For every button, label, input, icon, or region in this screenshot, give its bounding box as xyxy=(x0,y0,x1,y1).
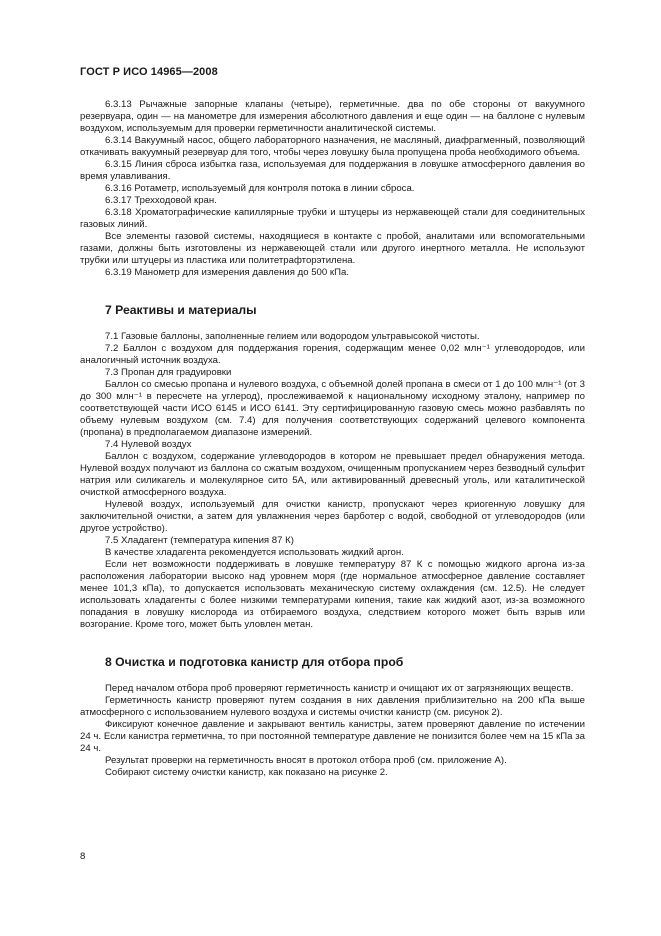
paragraph-6-3-14: 6.3.14 Вакуумный насос, общего лабораторного назначения, не масляный, диафрагменный, позволяющий откачивать вакуумный резервуар для того, чтобы через ловушку была пропущена проба необходимого объема. xyxy=(80,135,585,158)
section-heading-8: 8 Очистка и подготовка канистр для отбора проб xyxy=(105,655,404,669)
paragraph-assemble-system: Собирают систему очистки канистр, как показано на рисунке 2. xyxy=(105,767,388,778)
document-body xyxy=(80,99,585,779)
paragraph-6-3-13: 6.3.13 Рычажные запорные клапаны (четыре), герметичные. два по обе стороны от вакуумного резервуара, один — на манометре для измерения абсолютного давления и еще один — на баллоне с нулевым воздухом, используемым для проверки герметичности аналитической системы. xyxy=(80,99,585,134)
spacer xyxy=(80,318,585,331)
paragraph-leak-check-record: Результат проверки на герметичность вносят в протокол отбора проб (см. приложение А). xyxy=(105,755,507,766)
paragraph-leak-check-pressure: Герметичность канистр проверяют путем создания в них давления приблизительно на 200 кПа выше атмосферного с использованием нулевого воздуха и системы очистки канистр (см. рисунок 2). xyxy=(80,695,585,718)
paragraph-7-5: 7.5 Хладагент (температура кипения 87 К) xyxy=(105,535,294,546)
paragraph-zero-air-cleaning: Нулевой воздух, используемый для очистки канистр, пропускают через криогенную ловушку для заключительной очистки, а затем для увлажнения через барботер с водой, свободной от углеводородов (или другое устройство). xyxy=(80,499,585,534)
paragraph-leak-check-24h: Фиксируют конечное давление и закрывают вентиль канистры, затем проверяют давление по истечении 24 ч. Если канистра герметична, то при постоянной температуре давление не понизится более чем на 15 кПа за 24 ч. xyxy=(80,719,585,754)
paragraph-6-3-18: 6.3.18 Хроматографические капиллярные трубки и штуцеры из нержавеющей стали для соединительных газовых линий. xyxy=(80,207,585,230)
spacer xyxy=(80,631,585,655)
paragraph-6-3-19: 6.3.19 Манометр для измерения давления до 500 кПа. xyxy=(105,267,349,278)
paragraph-6-3-17: 6.3.17 Трехходовой кран. xyxy=(105,195,217,206)
spacer xyxy=(80,279,585,303)
page-number: 8 xyxy=(80,851,86,862)
paragraph-6-3-16: 6.3.16 Ротаметр, используемый для контроля потока в линии сброса. xyxy=(105,183,415,194)
paragraph-gas-system-note: Все элементы газовой системы, находящиеся в контакте с пробой, аналитами или вспомогательными газами, должны быть изготовлены из нержавеющей стали или другого инертного металла. Не используют трубки или штуцеры из пластика или политетрафторэтилена. xyxy=(80,231,585,266)
paragraph-6-3-15: 6.3.15 Линия сброса избытка газа, используемая для поддержания в ловушке атмосферного давления во время улавливания. xyxy=(80,159,585,182)
paragraph-argon: В качестве хладагента рекомендуется использовать жидкий аргон. xyxy=(105,547,404,558)
paragraph-7-4: 7.4 Нулевой воздух xyxy=(105,439,192,450)
paragraph-cooling: Если нет возможности поддерживать в ловушке температуру 87 К с помощью жидкого аргона из-за расположения лаборатории высоко над уровнем моря (где нормальное атмосферное давление составляет менее 101,3 кПа), то допускается использовать механическую систему охлаждения (см. 12.5). Не следует использовать хладагенты с более низкими температурами кипения, такие как жидкий азот, из-за возможного попадания в ловушку кислорода из отбираемого воздуха, следствием которого может быть взрыв или возгорание. Кроме того, может быть уловлен метан. xyxy=(80,559,585,630)
document-header: ГОСТ Р ИСО 14965—2008 xyxy=(80,66,218,78)
paragraph-zero-air: Баллон с воздухом, содержание углеводородов в котором не превышает предел обнаружения метода. Нулевой воздух получают из баллона со сжатым воздухом, очищенным пропусканием через безводный сульфит натрия или силикагель и молекулярное сито 5А, или активированный древесный уголь, или каталитической очисткой атмосферного воздуха. xyxy=(80,451,586,498)
paragraph-propane-mix: Баллон со смесью пропана и нулевого воздуха, с объемной долей пропана в смеси от 1 до 100 млн⁻¹ (от 3 до 300 млн⁻¹ в пересчете на углерод), прослеживаемой к национальному исходному эталону, например по соответствующей части ИСО 6145 и ИСО 6141. Эту сертифицированную газовую смесь можно разбавлять по объему нулевым воздухом (см. 7.4) для получения соответствующих содержаний целевого компонента (пропана) в предполагаемом диапазоне измерений. xyxy=(80,379,585,438)
paragraph-leak-check-intro: Перед началом отбора проб проверяют герметичность канистр и очищают их от загрязняющих веществ. xyxy=(105,683,574,694)
spacer xyxy=(80,670,585,683)
paragraph-7-2: 7.2 Баллон с воздухом для поддержания горения, содержащим менее 0,02 млн⁻¹ углеводородов, или аналогичный источник воздуха. xyxy=(80,343,585,366)
section-heading-7: 7 Реактивы и материалы xyxy=(105,303,257,317)
paragraph-7-1: 7.1 Газовые баллоны, заполненные гелием или водородом ультравысокой чистоты. xyxy=(105,331,480,342)
paragraph-7-3: 7.3 Пропан для градуировки xyxy=(105,367,232,378)
